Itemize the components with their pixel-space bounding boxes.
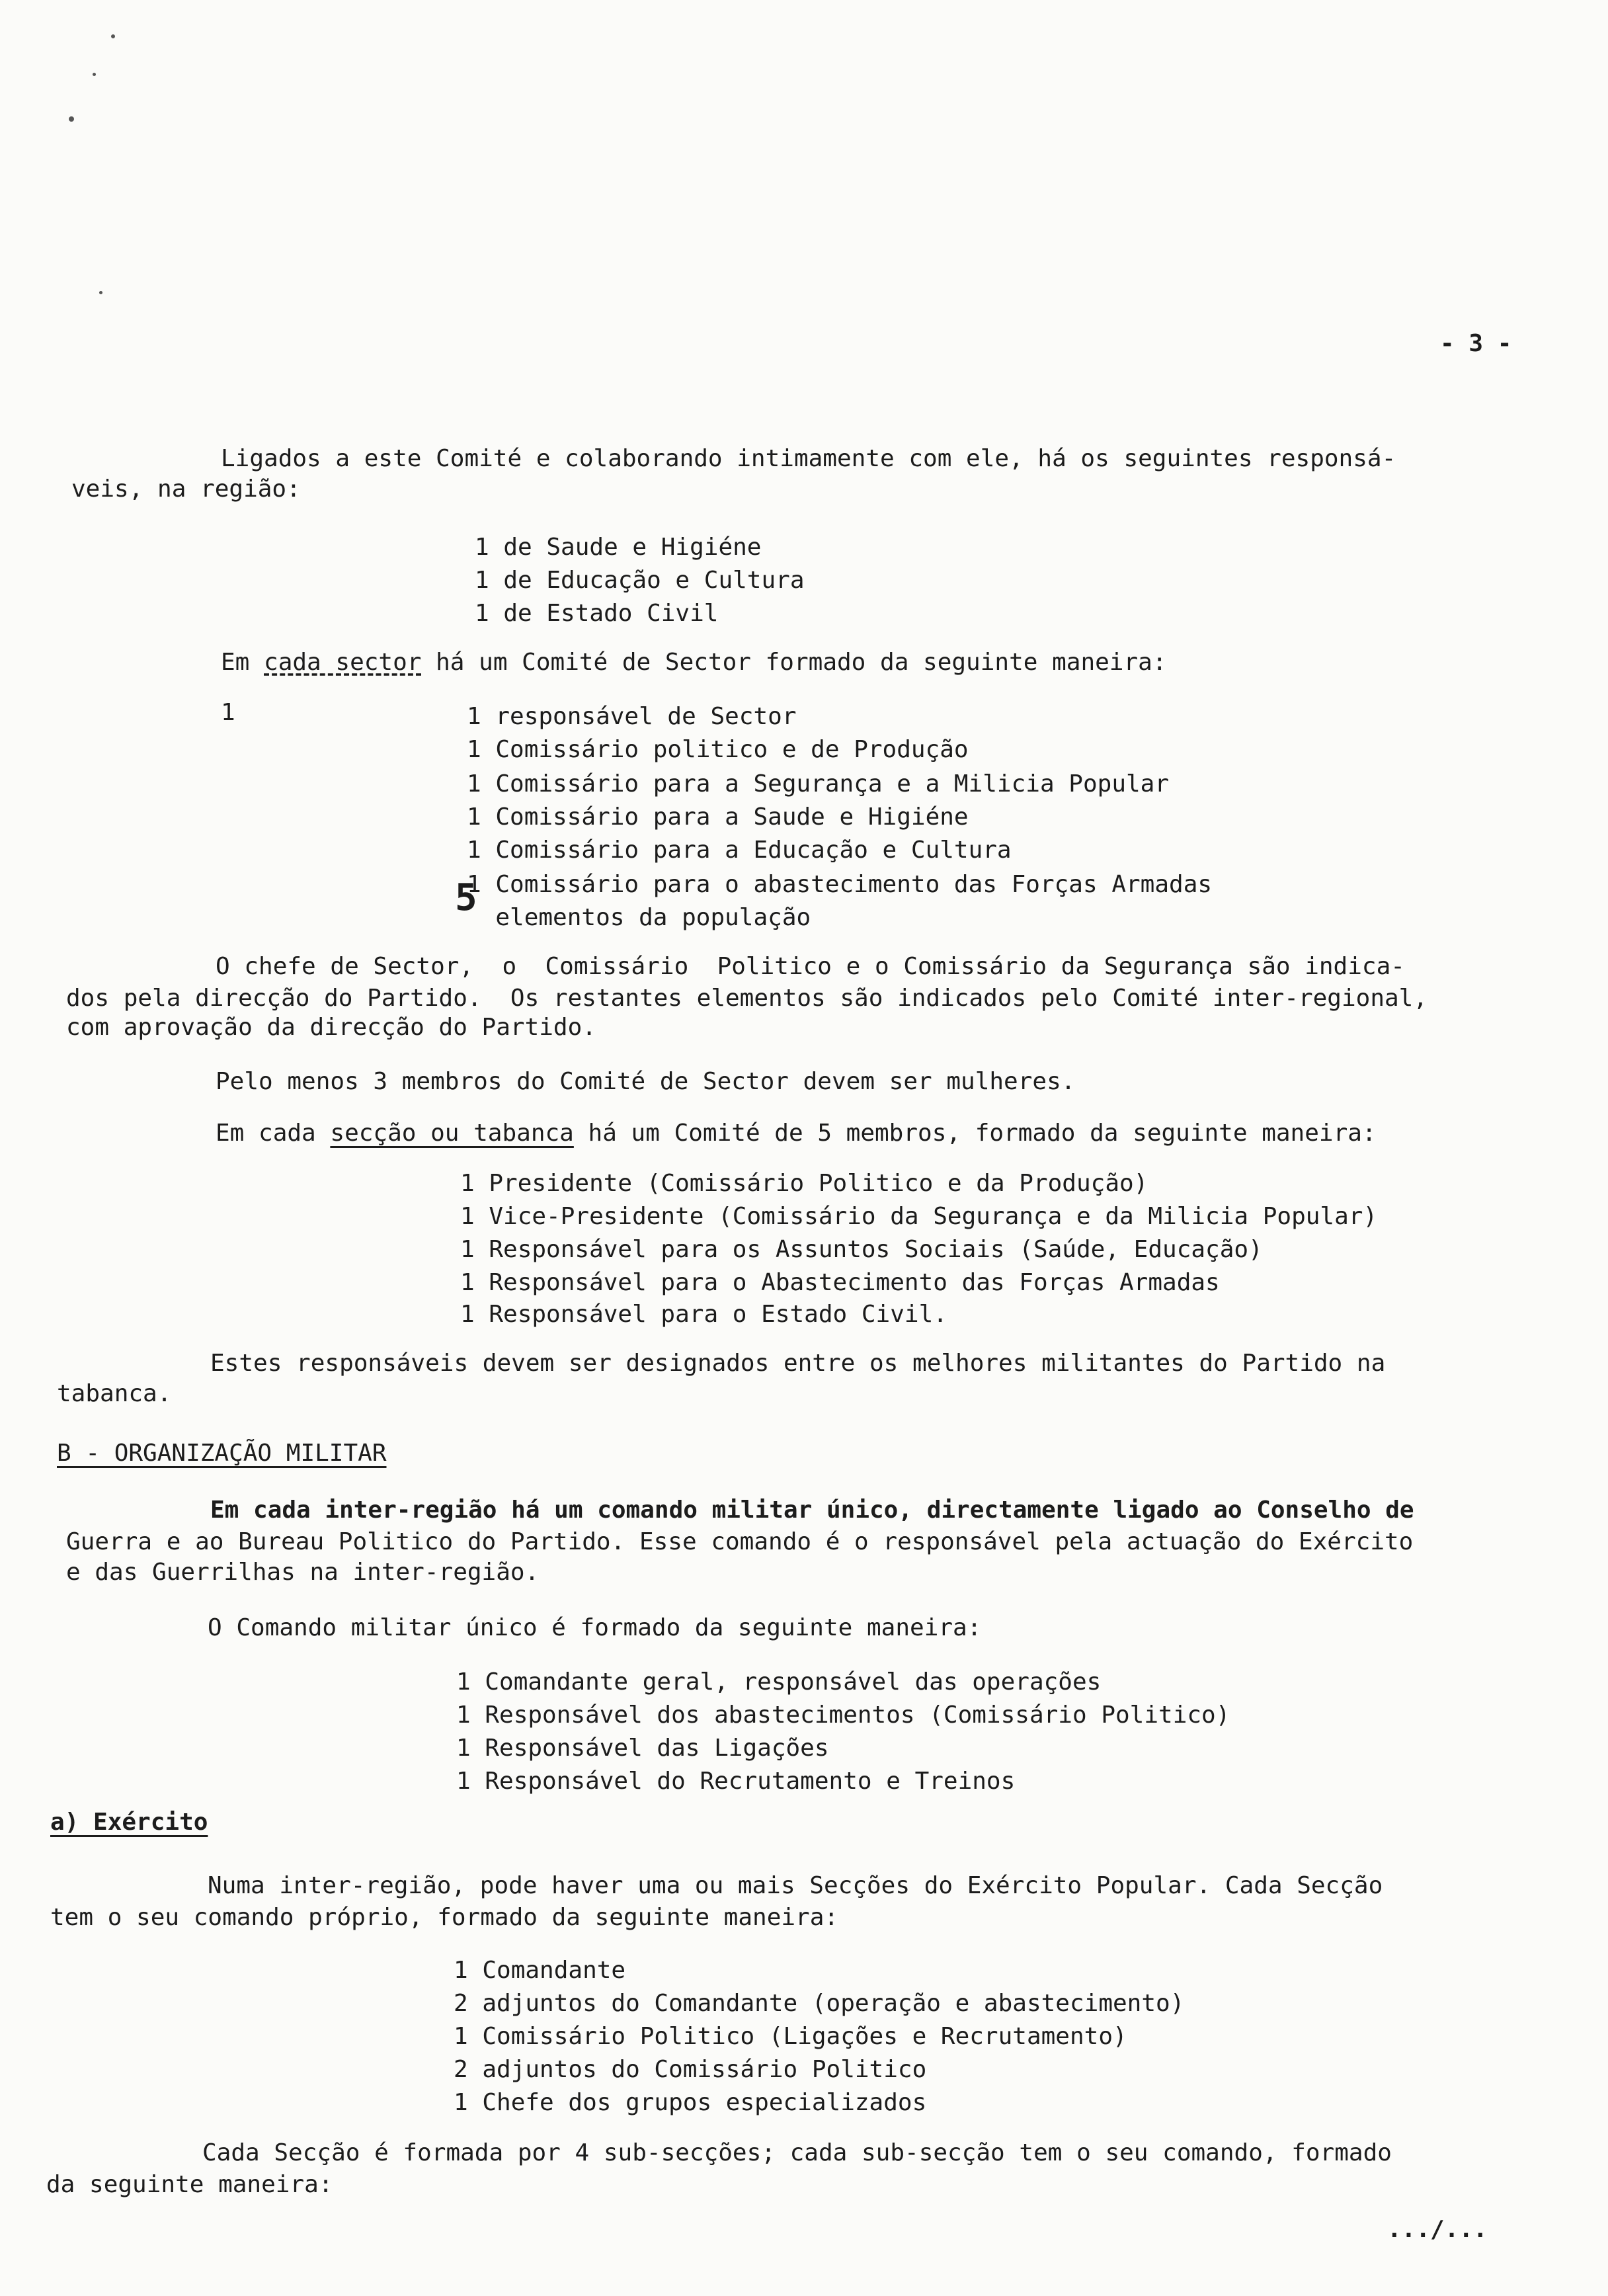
- list-item: 1 Responsável para o Estado Civil.: [460, 1301, 947, 1328]
- paragraph-sector: [221, 648, 1167, 677]
- stray-number: 1: [221, 699, 235, 726]
- paragraph-line: Cada Secção é formada por 4 sub-secções; cada sub-secção tem o seu comando, formado: [202, 2139, 1392, 2166]
- text-run: há um Comité de 5 membros, formado da seguinte maneira:: [573, 1120, 1377, 1147]
- paragraph-line: da seguinte maneira:: [46, 2171, 333, 2198]
- list-item: 1 Comandante geral, responsável das operações: [456, 1668, 1102, 1696]
- underlined-term: secção ou tabanca: [330, 1120, 574, 1147]
- paragraph-line: Guerra e ao Bureau Politico do Partido. Esse comando é o responsável pela actuação do Exército: [66, 1528, 1414, 1555]
- scan-speck: [111, 34, 115, 38]
- list-item: 1 Responsável do Recrutamento e Treinos: [456, 1768, 1016, 1795]
- list-item: 1 Comissário para a Segurança e a Milicia Popular: [467, 770, 1170, 798]
- list-item: 1 Comissário politico e de Produção: [467, 736, 969, 763]
- scan-speck: [93, 73, 96, 76]
- list-item: 1 Responsável para os Assuntos Sociais (Saúde, Educação): [460, 1236, 1263, 1263]
- paragraph-line: e das Guerrilhas na inter-região.: [66, 1559, 540, 1586]
- paragraph-line: O chefe de Sector, o Comissário Politico e o Comissário da Segurança são indica-: [216, 953, 1405, 980]
- paragraph-line: Estes responsáveis devem ser designados entre os melhores militantes do Partido na: [210, 1350, 1386, 1377]
- continuation-mark: .../...: [1387, 2216, 1488, 2243]
- scan-speck: [99, 291, 102, 294]
- list-item: 1 Responsável dos abastecimentos (Comissário Politico): [456, 1702, 1230, 1729]
- paragraph-line: veis, na região:: [71, 475, 301, 503]
- text-run: Em cada: [216, 1120, 331, 1147]
- list-item: 1 Responsável para o Abastecimento das Forças Armadas: [460, 1269, 1220, 1296]
- list-item: 1 Comissário para a Saude e Higiéne: [467, 803, 969, 831]
- paragraph-line: com aprovação da direcção do Partido.: [66, 1014, 596, 1041]
- list-item: 1 de Educação e Cultura: [475, 567, 805, 594]
- scan-speck: [69, 116, 74, 122]
- paragraph-seccao: [216, 1119, 1377, 1148]
- section-heading: B - ORGANIZAÇÃO MILITAR: [57, 1440, 387, 1467]
- paragraph-line: dos pela direcção do Partido. Os restantes elementos são indicados pelo Comité inter-regional,: [66, 985, 1428, 1012]
- paragraph-line: Numa inter-região, pode haver uma ou mais Secções do Exército Popular. Cada Secção: [208, 1872, 1383, 1899]
- paragraph-line: O Comando militar único é formado da seguinte maneira:: [208, 1614, 982, 1641]
- list-item: 1 de Estado Civil: [475, 600, 719, 627]
- paragraph-line: Em cada inter-região há um comando militar único, directamente ligado ao Conselho de: [210, 1496, 1414, 1524]
- list-item: 2 adjuntos do Comissário Politico: [454, 2056, 927, 2083]
- text-run: Em: [221, 649, 264, 676]
- list-item: 2 adjuntos do Comandante (operação e abastecimento): [454, 1990, 1185, 2017]
- list-item: elementos da população: [467, 904, 811, 931]
- overwritten-digit: 5: [455, 876, 477, 919]
- underlined-term: cada sector: [264, 649, 422, 676]
- paragraph-line: Pelo menos 3 membros do Comité de Sector devem ser mulheres.: [216, 1068, 1076, 1095]
- paragraph-line: tabanca.: [57, 1380, 172, 1407]
- list-item: 1 Comissário para o abastecimento das Forças Armadas: [467, 871, 1213, 898]
- list-item: 1 Comandante: [454, 1957, 626, 1984]
- paragraph-line: tem o seu comando próprio, formado da seguinte maneira:: [50, 1904, 839, 1931]
- text-run: há um Comité de Sector formado da seguinte maneira:: [421, 649, 1167, 676]
- list-item: 1 Presidente (Comissário Politico e da Produção): [460, 1170, 1148, 1197]
- list-item: 1 de Saude e Higiéne: [475, 534, 762, 561]
- list-item: 1 Comissário para a Educação e Cultura: [467, 837, 1012, 864]
- list-item: 1 Comissário Politico (Ligações e Recrutamento): [454, 2023, 1127, 2050]
- page-number: - 3 -: [1440, 330, 1512, 357]
- paragraph-line: Ligados a este Comité e colaborando intimamente com ele, há os seguintes responsá-: [221, 445, 1396, 472]
- subsection-heading: a) Exército: [50, 1809, 208, 1836]
- list-item: 1 responsável de Sector: [467, 703, 797, 730]
- list-item: 1 Responsável das Ligações: [456, 1735, 829, 1762]
- list-item: 1 Chefe dos grupos especializados: [454, 2089, 927, 2116]
- list-item: 1 Vice-Presidente (Comissário da Segurança e da Milicia Popular): [460, 1203, 1378, 1230]
